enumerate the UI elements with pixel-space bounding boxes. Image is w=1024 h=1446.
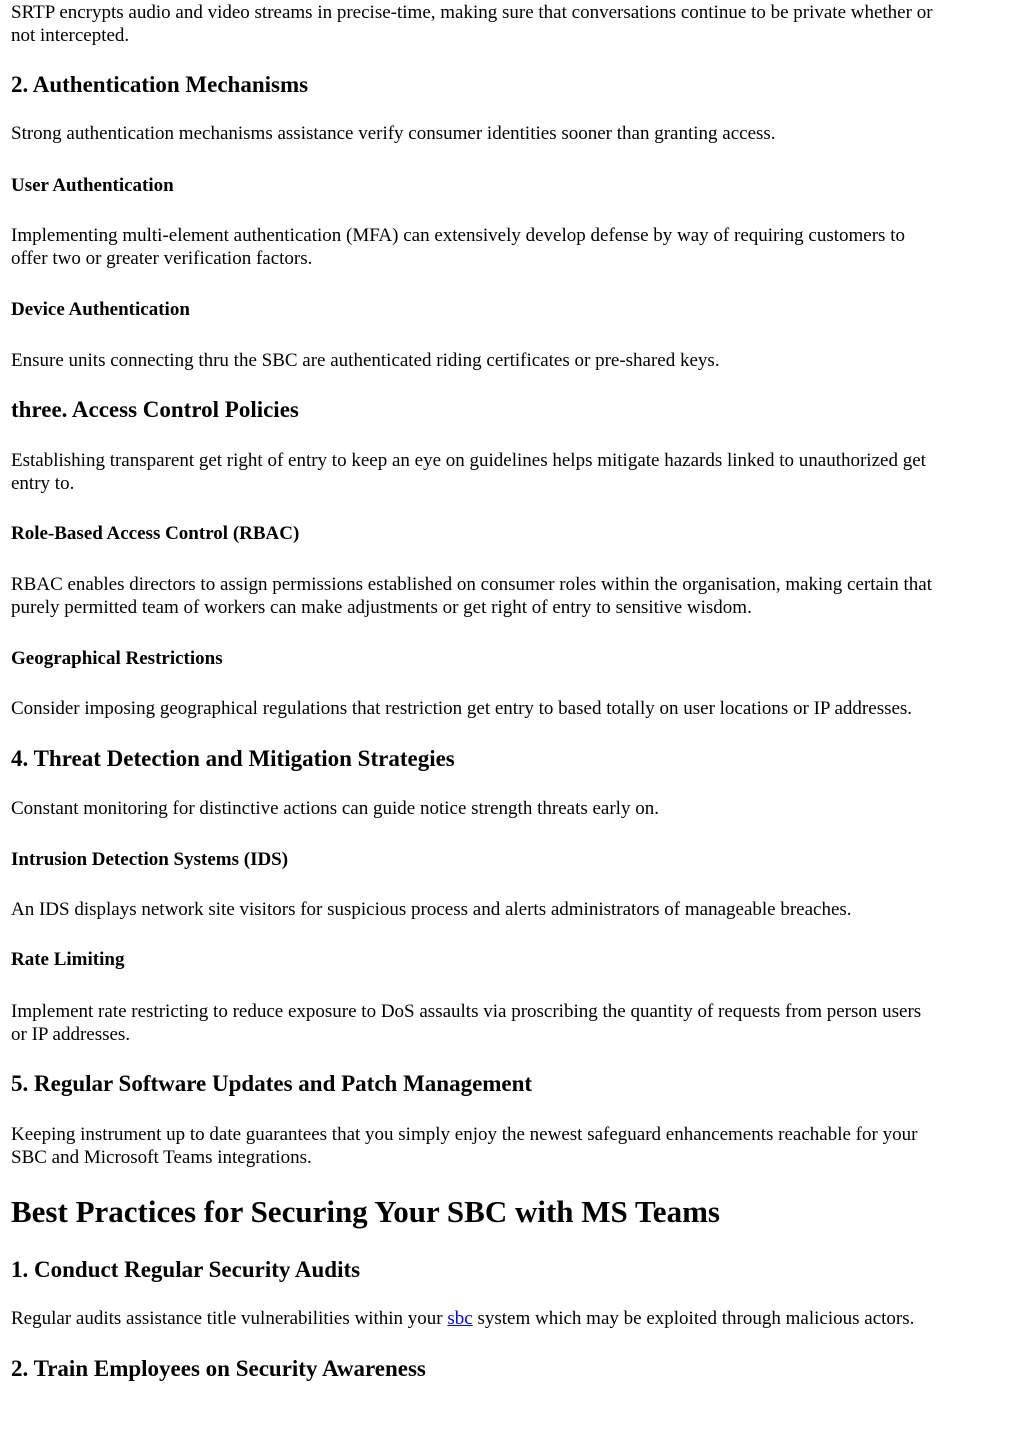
access-control-line-1: Establishing transparent get right of entry to keep an eye on guidelines helps mitigate hazards linked to unauthorized get: [11, 450, 926, 471]
user-authentication-heading: User Authentication: [11, 175, 174, 196]
security-audits-text-before: Regular audits assistance title vulnerabilities within your: [11, 1308, 448, 1329]
rbac-line-2: purely permitted team of workers can make adjustments or get right of entry to sensitive wisdom.: [11, 597, 752, 618]
rate-limiting-line-1: Implement rate restricting to reduce exposure to DoS assaults via proscribing the quantity of requests from person users: [11, 1001, 922, 1022]
access-control-heading: three. Access Control Policies: [11, 397, 299, 422]
train-employees-heading: 2. Train Employees on Security Awareness: [11, 1356, 426, 1381]
threat-detection-heading: 4. Threat Detection and Mitigation Strategies: [11, 746, 455, 771]
access-control-line-2: entry to.: [11, 473, 75, 494]
device-authentication-paragraph: Ensure units connecting thru the SBC are authenticated riding certificates or pre-shared keys.: [11, 350, 720, 371]
software-updates-heading: 5. Regular Software Updates and Patch Management: [11, 1071, 533, 1096]
ids-heading: Intrusion Detection Systems (IDS): [11, 849, 289, 870]
srtp-paragraph-line-1: SRTP encrypts audio and video streams in precise-time, making sure that conversations continue to be private whether or: [11, 2, 933, 23]
geographical-restrictions-paragraph: Consider imposing geographical regulations that restriction get entry to based totally on user locations or IP addresses.: [11, 698, 913, 719]
rate-limiting-line-2: or IP addresses.: [11, 1024, 131, 1045]
user-authentication-line-1: Implementing multi-element authentication (MFA) can extensively develop defense by way of requiring customers to: [11, 225, 905, 246]
authentication-mechanisms-heading: 2. Authentication Mechanisms: [11, 72, 309, 97]
security-audits-paragraph: [11, 1307, 914, 1330]
security-audits-text-after: system which may be exploited through malicious actors.: [472, 1308, 915, 1329]
authentication-intro-paragraph: Strong authentication mechanisms assistance verify consumer identities sooner than granting access.: [11, 123, 776, 144]
rate-limiting-heading: Rate Limiting: [11, 949, 125, 970]
geographical-restrictions-heading: Geographical Restrictions: [11, 648, 223, 669]
device-authentication-heading: Device Authentication: [11, 299, 190, 320]
user-authentication-line-2: offer two or greater verification factors.: [11, 248, 313, 269]
best-practices-heading: Best Practices for Securing Your SBC with MS Teams: [11, 1194, 720, 1229]
rbac-heading: Role-Based Access Control (RBAC): [11, 523, 300, 544]
software-updates-line-1: Keeping instrument up to date guarantees that you simply enjoy the newest safeguard enhancements reachable for your: [11, 1124, 918, 1145]
security-audits-heading: 1. Conduct Regular Security Audits: [11, 1257, 361, 1282]
rbac-line-1: RBAC enables directors to assign permissions established on consumer roles within the organisation, making certain that: [11, 574, 932, 595]
srtp-paragraph-line-2: not intercepted.: [11, 25, 130, 46]
sbc-link[interactable]: sbc: [447, 1308, 473, 1329]
ids-paragraph: An IDS displays network site visitors for suspicious process and alerts administrators of manageable breaches.: [11, 899, 852, 920]
threat-detection-paragraph: Constant monitoring for distinctive actions can guide notice strength threats early on.: [11, 798, 659, 819]
software-updates-line-2: SBC and Microsoft Teams integrations.: [11, 1147, 312, 1168]
